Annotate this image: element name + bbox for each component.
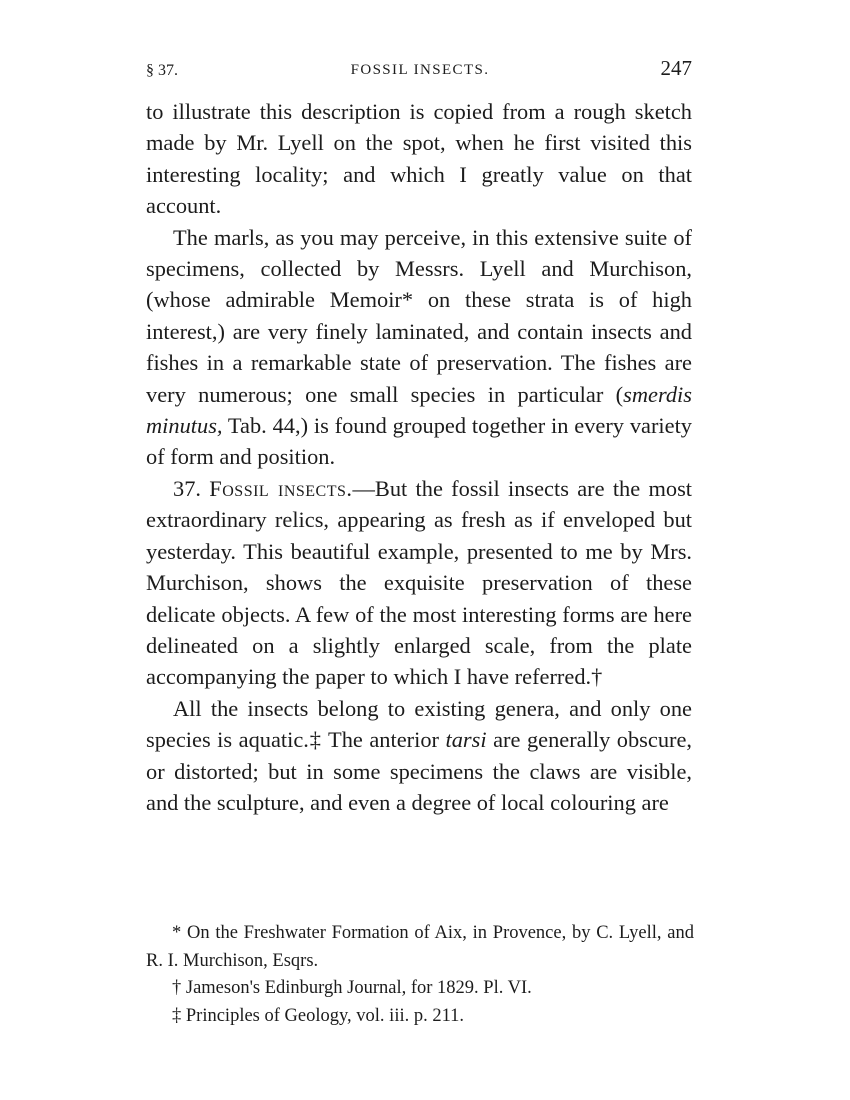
section-paragraph-number: 37. [173,475,201,501]
footnote [146,920,694,975]
footnote-marker: † [172,978,182,998]
footnote-marker: ‡ [172,1005,182,1026]
section-heading: Fossil insects. [209,475,353,501]
species-name-italic: smerdis minutus, [146,381,692,439]
text-run: The anterior [321,727,446,753]
paragraph-continued: to illustrate this description is copied from a rough sketch made by Mr. Lyell on the spot, when he first visited this interesting locality; and which I greatly value on that account. [146,99,692,219]
term-italic: tarsi [445,727,487,753]
text-run: —But the fossil insects are the most extraordinary relics, appearing as fresh as if enveloped but yesterday. This beautiful example, presented to me by Mrs. Murchison, shows the exquisite preservation of these delicate objects. A few of the most interesting forms are here delineated on a slightly enlarged scale, from the plate accompanying the paper to which I have referred. [146,475,693,690]
body-text [146,96,692,818]
footnote [146,1003,694,1031]
paragraph-marls [146,222,692,473]
text-run: Tab. 44,) is found grouped together in every variety of form and position. [146,413,692,470]
footnote-marker: * [172,923,182,943]
text-run: on these strata is of high interest,) are very finely laminated, and contain insects and fishes in a remarkable state of preservation. The fishes are very numerous; one small species in particular ( [146,287,692,407]
footnote-text: Jameson's Edinburgh Journal, for 1829. Pl. VI. [181,978,532,998]
footnote-marker: * [401,287,414,313]
page-number: 247 [660,56,692,80]
section-number: § 37. [146,62,178,79]
paragraph-insects [146,693,692,819]
footnote-text: Principles of Geology, vol. iii. p. 211. [181,1005,465,1026]
footnote-text: On the Freshwater Formation of Aix, in Provence, by C. Lyell, and R. I. Murchison, Esqrs. [146,923,694,971]
paragraph-section-37 [146,473,692,693]
footnote [146,975,694,1003]
text-run: are generally obscure, or distorted; but in some specimens the claws are visible, and the sculpture, and even a degree of local colouring are [146,727,693,815]
running-title: FOSSIL INSECTS. [350,62,490,78]
footnotes [146,920,694,1030]
footnote-marker: ‡ [308,727,322,753]
running-header [146,56,694,86]
text-run: The marls, as you may perceive, in this extensive suite of specimens, collected by Messrs. Lyell and Murchison, (whose admirable Memoir [146,224,692,313]
footnote-marker: † [591,664,603,690]
text-run: All the insects belong to existing genera, and only one species is aquatic. [146,695,692,753]
